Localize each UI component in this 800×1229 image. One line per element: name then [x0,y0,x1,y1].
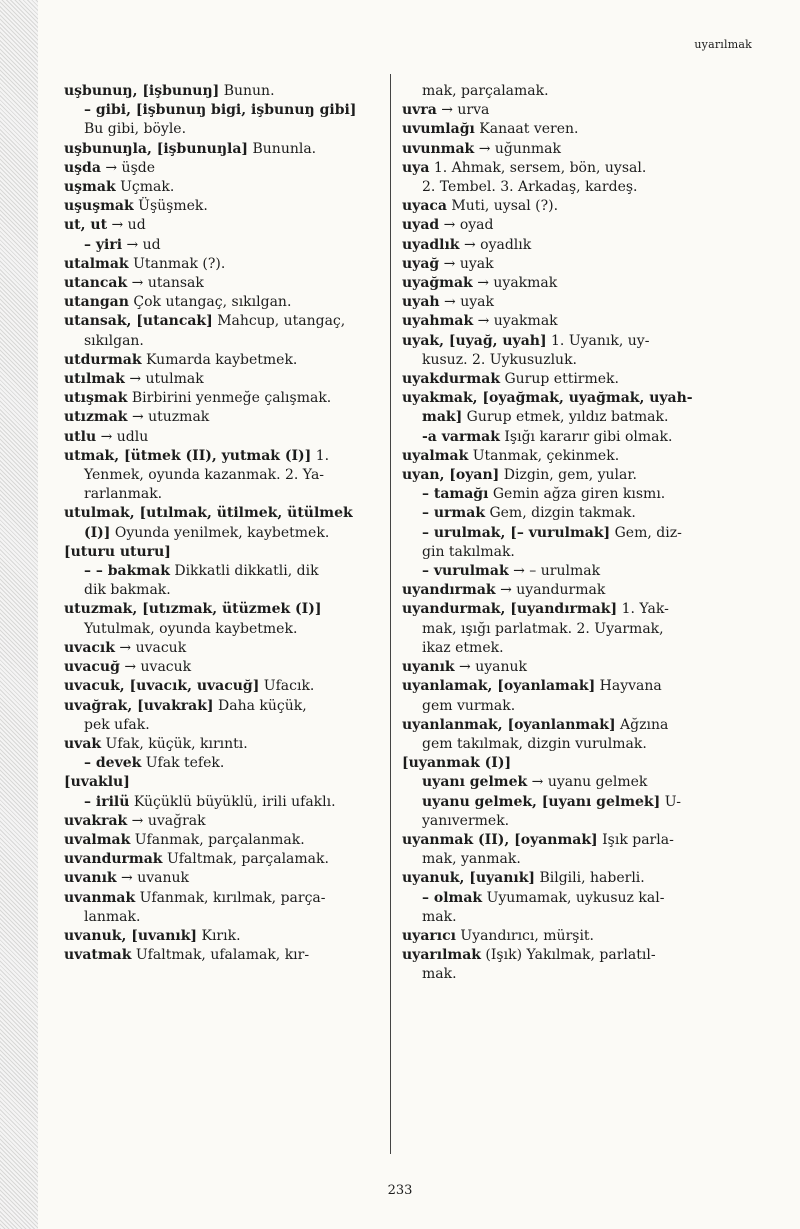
right-column [402,82,752,985]
entry-line [64,600,382,619]
definition: Gurup etmek, yıldız batmak. [462,409,669,426]
headword: uyağmak [402,275,473,292]
definition: mak, parçalamak. [422,83,549,99]
entry-line [64,869,382,888]
entry-line [64,101,382,120]
headword: uyadlık [402,236,460,253]
definition: gem vurmak. [422,697,516,714]
entry-line [64,428,382,447]
definition: Yutulmak, oyunda kaybetmek. [84,620,298,637]
definition: Kırık. [197,927,241,944]
entry-line [64,658,382,677]
headword: uşmak [64,179,116,196]
headword: – – bakmak [84,563,170,580]
headword: utansak, [utancak] [64,313,213,330]
headword: uvunmak [402,140,475,157]
entry-line [64,850,382,869]
entry-line [64,773,382,792]
definition: 1. Ahmak, sersem, bön, uysal. [429,159,647,176]
entry-line [402,581,752,600]
headword: uyad [402,217,440,234]
scan-edge [0,0,38,1229]
definition: Mahcup, utangaç, [212,313,346,330]
definition: → oyadlık [459,236,532,253]
headword: uyakdurmak [402,371,501,388]
headword: uyak, [uyağ, uyah] [402,332,547,349]
entry-line [402,793,752,812]
headword: – olmak [422,889,483,906]
headword: – urulmak, [– vurulmak] [422,524,611,541]
definition: Bilgili, haberli. [535,870,645,887]
headword: uyanlamak, [oyanlamak] [402,678,596,695]
definition: mak. [422,966,457,983]
entry-line [402,274,752,293]
entry-line [402,869,752,888]
definition: Üşüşmek. [133,198,208,215]
entry-line [402,178,752,197]
headword: uşuşmak [64,198,134,215]
headword: uyah [402,294,440,311]
entry-line [64,908,382,927]
definition: Bu gibi, böyle. [84,121,187,138]
entry-line [64,812,382,831]
entry-line [402,466,752,485]
entry-line [64,543,382,562]
entry-line [64,946,382,965]
definition: Dizgin, gem, yular. [499,467,637,484]
definition: 1. Uyanık, uy- [546,332,650,349]
definition: Ufak, küçük, kırıntı. [101,735,248,752]
definition: Ufanmak, parçalanmak. [130,831,305,848]
headword: utuzmak, [utızmak, ütüzmek (I)] [64,601,322,618]
headword: – tamağı [422,486,489,503]
entry-line [402,408,752,427]
definition: → uyanu gelmek [527,774,648,791]
entry-line [64,889,382,908]
headword: – yiri [84,236,123,253]
entry-line [64,447,382,466]
entry-line [64,197,382,216]
headword: utızmak [64,409,128,426]
headword: uvumlağı [402,121,475,138]
headword: uvağrak, [uvakrak] [64,697,214,714]
headword: ut, ut [64,217,108,234]
definition: Muti, uysal (?). [446,198,559,215]
definition: Gurup ettirmek. [500,371,619,388]
definition: Utanmak, çekinmek. [468,447,620,464]
definition: Ağzına [615,716,669,733]
entry-line [402,600,752,619]
definition: Utanmak (?). [128,255,226,272]
entry-line [402,620,752,639]
definition: Uyumamak, uykusuz kal- [482,889,665,906]
definition: → uyakmak [473,313,558,330]
definition: gem takılmak, dizgin vurulmak. [422,735,647,752]
entry-line [402,754,752,773]
entry-line [64,159,382,178]
headword: uşda [64,159,101,176]
entry-line [402,485,752,504]
entry-line [402,831,752,850]
definition: → udlu [96,428,149,445]
definition: → urva [436,102,490,119]
definition: Ufanmak, kırılmak, parça- [135,889,326,906]
definition: Daha küçük, [213,697,307,714]
headword: uvra [402,102,437,119]
entry-line [64,312,382,331]
page-number: 233 [387,1183,413,1198]
definition: Birbirini yenmeğe çalışmak. [127,390,332,407]
definition: 2. Tembel. 3. Arkadaş, kardeş. [422,179,638,196]
entry-line [64,793,382,812]
entry-line [402,908,752,927]
definition: → uyak [439,255,494,272]
definition: Kumarda kaybetmek. [141,351,298,368]
definition: → üşde [100,159,156,176]
definition: → utansak [127,275,204,292]
headword: utdurmak [64,351,142,368]
entry-line [64,927,382,946]
entry-line [64,466,382,485]
entry-line [402,370,752,389]
column-divider [390,74,391,1154]
entry-line [402,543,752,562]
headword: – devek [84,755,142,772]
headword: uvatmak [64,947,132,964]
definition: pek ufak. [84,716,150,733]
entry-line [64,236,382,255]
entry-line [64,332,382,351]
entry-line [402,312,752,331]
definition: 1. Yak- [617,601,669,618]
definition: → uyanuk [454,659,528,676]
headword: uyağ [402,255,440,272]
entry-line [64,735,382,754]
headword: utlu [64,428,97,445]
definition: Gem, diz- [610,524,682,541]
headword: uvacık [64,639,115,656]
definition: dik bakmak. [84,582,171,599]
headword: – vurulmak [422,563,509,580]
entry-line [402,850,752,869]
headword: uyanmak (II), [oyanmak] [402,831,598,848]
definition: Ufacık. [259,678,315,695]
entry-line [64,351,382,370]
definition: → uyakmak [472,275,558,292]
definition: kusuz. 2. Uykusuzluk. [422,351,577,368]
definition: → uvacuk [119,659,192,676]
headword: uya [402,159,430,176]
definition: Gemin ağza giren kısmı. [488,486,666,503]
entry-line [402,735,752,754]
entry-line [64,274,382,293]
headword: utalmak [64,255,129,272]
headword: utmak, [ütmek (II), yutmak (I)] [64,447,312,464]
definition: → oyad [439,217,494,234]
headword: utulmak, [utılmak, ütilmek, ütülmek [64,505,353,522]
headword: uvak [64,735,102,752]
entry-line [64,581,382,600]
entry-line [64,677,382,696]
headword: utangan [64,294,129,311]
definition: → uvanuk [116,870,190,887]
headword: uyandurmak, [uyandırmak] [402,601,618,618]
entry-line [402,812,752,831]
entry-line [402,965,752,984]
definition: Küçüklü büyüklü, irili ufaklı. [129,793,336,810]
entry-line [402,428,752,447]
entry-line [402,639,752,658]
entry-line [402,504,752,523]
headword: uvandurmak [64,851,163,868]
definition: mak, ışığı parlatmak. 2. Uyarmak, [422,620,664,637]
definition: Bunun. [219,83,275,99]
definition: → ud [122,236,161,253]
entry-line [64,389,382,408]
entry-line [64,216,382,235]
headword: -a varmak [422,428,500,445]
entry-line [402,447,752,466]
definition: (Işık) Yakılmak, parlatıl- [480,947,656,964]
entry-line [402,927,752,946]
entry-line [402,293,752,312]
definition: rarlanmak. [84,486,163,503]
headword: uvacuğ [64,659,120,676]
entry-line [64,524,382,543]
entry-line [64,370,382,389]
entry-line [402,255,752,274]
entry-line [64,293,382,312]
definition: ikaz etmek. [422,639,504,656]
headword: uvanuk, [uvanık] [64,927,198,944]
definition: gin takılmak. [422,543,515,560]
entry-line [402,946,752,965]
entry-line [402,889,752,908]
headword: uşbunuŋla, [işbunuŋla] [64,140,249,157]
definition: Ufak tefek. [141,755,225,772]
definition: Işığı kararır gibi olmak. [499,428,673,445]
definition: Dikkatli dikkatli, dik [169,563,319,580]
headword: uyanuk, [uyanık] [402,870,536,887]
headword: uyalmak [402,447,469,464]
definition: Ufaltmak, parçalamak. [162,851,329,868]
entry-line [402,236,752,255]
definition: 1. [311,447,330,464]
running-head: uyarılmak [694,38,752,51]
headword: utancak [64,275,128,292]
definition: Işık parla- [597,831,674,848]
entry-line [402,140,752,159]
headword: uyahmak [402,313,474,330]
definition: → ud [107,217,146,234]
entry-line [64,504,382,523]
headword: uyarıcı [402,927,456,944]
definition: Ufaltmak, ufalamak, kır- [131,947,310,964]
definition: → utulmak [124,371,204,388]
definition: → utuzmak [127,409,210,426]
headword: mak] [422,409,463,426]
entry-line [64,620,382,639]
headword: uyanu gelmek, [uyanı gelmek] [422,793,661,810]
headword: uşbunuŋ, [işbunuŋ] [64,83,220,99]
entry-line [64,485,382,504]
headword: uvalmak [64,831,131,848]
entry-line [402,773,752,792]
entry-line [64,140,382,159]
entry-line [402,658,752,677]
headword: uyan, [oyan] [402,467,500,484]
left-column [64,82,382,965]
entry-line [402,697,752,716]
entry-line [64,178,382,197]
headword: – gibi, [işbunuŋ bigi, işbunuŋ gibi] [84,102,357,119]
entry-line [64,639,382,658]
definition: Hayvana [595,678,662,695]
entry-line [64,120,382,139]
definition: → uyandurmak [495,582,606,599]
definition: → uvacuk [114,639,187,656]
definition: Çok utangaç, sıkılgan. [128,294,292,311]
definition: mak. [422,908,457,925]
headword: uvanık [64,870,117,887]
definition: lanmak. [84,908,141,925]
entry-line [402,677,752,696]
definition: Uyandırıcı, mürşit. [455,927,594,944]
headword: [uyanmak (I)] [402,755,512,772]
headword: uvanmak [64,889,136,906]
entry-line [64,831,382,850]
headword: uyanlanmak, [oyanlanmak] [402,716,616,733]
definition: sıkılgan. [84,332,144,349]
headword: uyanı gelmek [422,774,528,791]
definition: Oyunda yenilmek, kaybetmek. [110,524,330,541]
entry-line [64,716,382,735]
definition: yanıvermek. [422,812,510,829]
entry-line [64,562,382,581]
definition: Gem, dizgin takmak. [485,505,636,522]
headword: utışmak [64,390,128,407]
entry-line [402,524,752,543]
headword: uyandırmak [402,582,496,599]
entry-line [64,754,382,773]
definition: → uyak [439,294,494,311]
definition: → uğunmak [474,140,562,157]
headword: – urmak [422,505,486,522]
headword: uvakrak [64,812,128,829]
headword: uyanık [402,659,455,676]
definition: Bununla. [248,140,317,157]
entry-line [402,82,752,101]
headword: [uvaklu] [64,774,130,791]
headword: – irilü [84,793,130,810]
entry-line [402,159,752,178]
headword: uvacuk, [uvacık, uvacuğ] [64,678,260,695]
headword: uyaca [402,198,447,215]
headword: [uturu uturu] [64,543,171,560]
entry-line [402,101,752,120]
definition: Kanaat veren. [474,121,579,138]
headword: uyakmak, [oyağmak, uyağmak, uyah- [402,390,693,407]
entry-line [64,255,382,274]
entry-line [64,408,382,427]
entry-line [402,716,752,735]
definition: Yenmek, oyunda kazanmak. 2. Ya- [84,467,325,484]
definition: mak, yanmak. [422,851,521,868]
entry-line [402,562,752,581]
definition: U- [660,793,681,810]
entry-line [64,82,382,101]
headword: uyarılmak [402,947,481,964]
headword: (I)] [84,524,111,541]
definition: Uçmak. [115,179,175,196]
entry-line [402,197,752,216]
entry-line [402,332,752,351]
entry-line [64,697,382,716]
definition: → – urulmak [508,563,601,580]
definition: → uvağrak [127,812,206,829]
headword: utılmak [64,371,125,388]
entry-line [402,120,752,139]
entry-line [402,216,752,235]
entry-line [402,389,752,408]
entry-line [402,351,752,370]
